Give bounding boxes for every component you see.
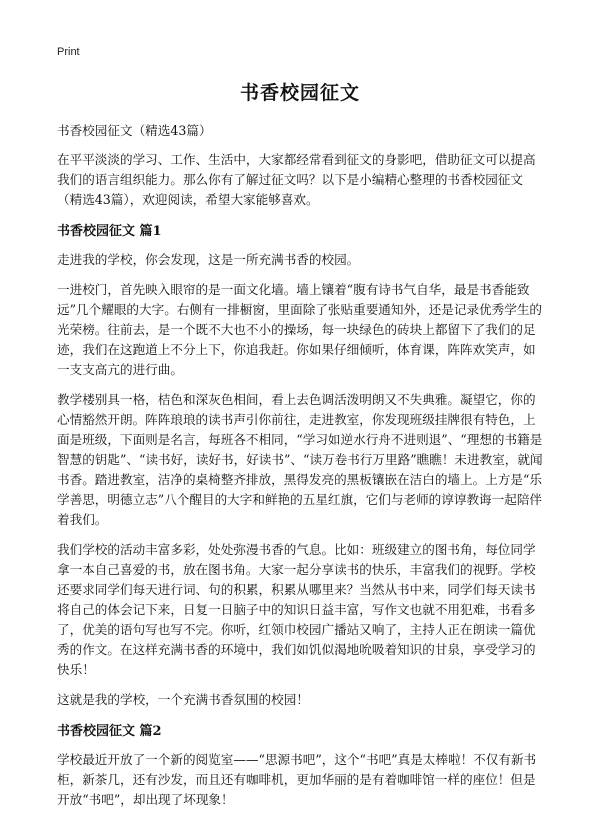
page-title: 书香校园征文 xyxy=(239,82,360,104)
print-link[interactable]: Print xyxy=(57,46,80,58)
section-heading-2: 书香校园征文 篇2 xyxy=(57,724,162,739)
document-subtitle: 书香校园征文（精选43篇） xyxy=(57,123,212,138)
paragraph: 走进我的学校，你会发现，这是一所充满书香的校园。 xyxy=(57,252,360,267)
intro-paragraph: 在平平淡淡的学习、工作、生活中，大家都经常看到征文的身影吧，借助征文可以提高我们的语言组织能力。那么你有了解过征文吗？以下是小编精心整理的书香校园征文（精选43篇），欢迎阅读，希望大家能够喜欢。 xyxy=(57,152,536,207)
paragraph: 我们学校的活动丰富多彩，处处弥漫书香的气息。比如：班级建立的图书角，每位同学拿一本自己喜爱的书，放在图书角。大家一起分享读书的快乐，丰富我们的视野。学校还要求同学们每天进行词、句的积累，积累从哪里来？当然从书中来，同学们每天读书将自己的体会记下来，日复一日脑子中的知识日益丰富，写作文也就不用犯难，书看多了，优美的语句写也写不完。你听，红领巾校园广播站又响了，主持人正在朗读一篇优秀的作文。在这样充满书香的环境中，我们如饥似渴地吮吸着知识的甘泉，享受学习的快乐！ xyxy=(57,542,536,677)
document-body xyxy=(57,121,547,820)
paragraph: 这就是我的学校，一个充满书香氛围的校园！ xyxy=(57,692,309,707)
paragraph: 教学楼别具一格，桔色和深灰色相间，看上去色调活泼明朗又不失典雅。凝望它，你的心情豁然开朗。阵阵琅琅的读书声引你前往，走进教室，你发现班级挂牌很有特色，上面是班级，下面则是名言，每班各不相同，“学习如逆水行舟不进则退”、“理想的书籍是智慧的钥匙”、“读书好，读好书，好读书”、“读万卷书行万里路”瞧瞧！未进教室，就闻书香。踏进教室，洁净的桌椅整齐排放，黑得发亮的黑板镶嵌在洁白的墙上。上方是“乐学善思，明德立志”八个醒目的大字和鲜艳的五星红旗，它们与老师的谆谆教诲一起陪伴着我们。 xyxy=(57,392,543,527)
paragraph: 一进校门，首先映入眼帘的是一面文化墙。墙上镶着“腹有诗书气自华，最是书香能致远”几个耀眼的大字。右侧有一排橱窗，里面除了张贴重要通知外，还是记录优秀学生的光荣榜。往前去，是一个既不大也不小的操场，每一块绿色的砖块上都留下了我们的足迹，我们在这跑道上不分上下，你追我赶。你如果仔细倾听，体育课，阵阵欢笑声，如一支支高亢的进行曲。 xyxy=(57,282,543,377)
paragraph: 学校最近开放了一个新的阅览室——“思源书吧”，这个“书吧”真是太棒啦！不仅有新书柜，新茶几，还有沙发，而且还有咖啡机，更加华丽的是有着咖啡馆一样的座位！但是开放“书吧”，却出现了坏现象！ xyxy=(57,752,537,807)
section-heading-1: 书香校园征文 篇1 xyxy=(57,224,162,239)
